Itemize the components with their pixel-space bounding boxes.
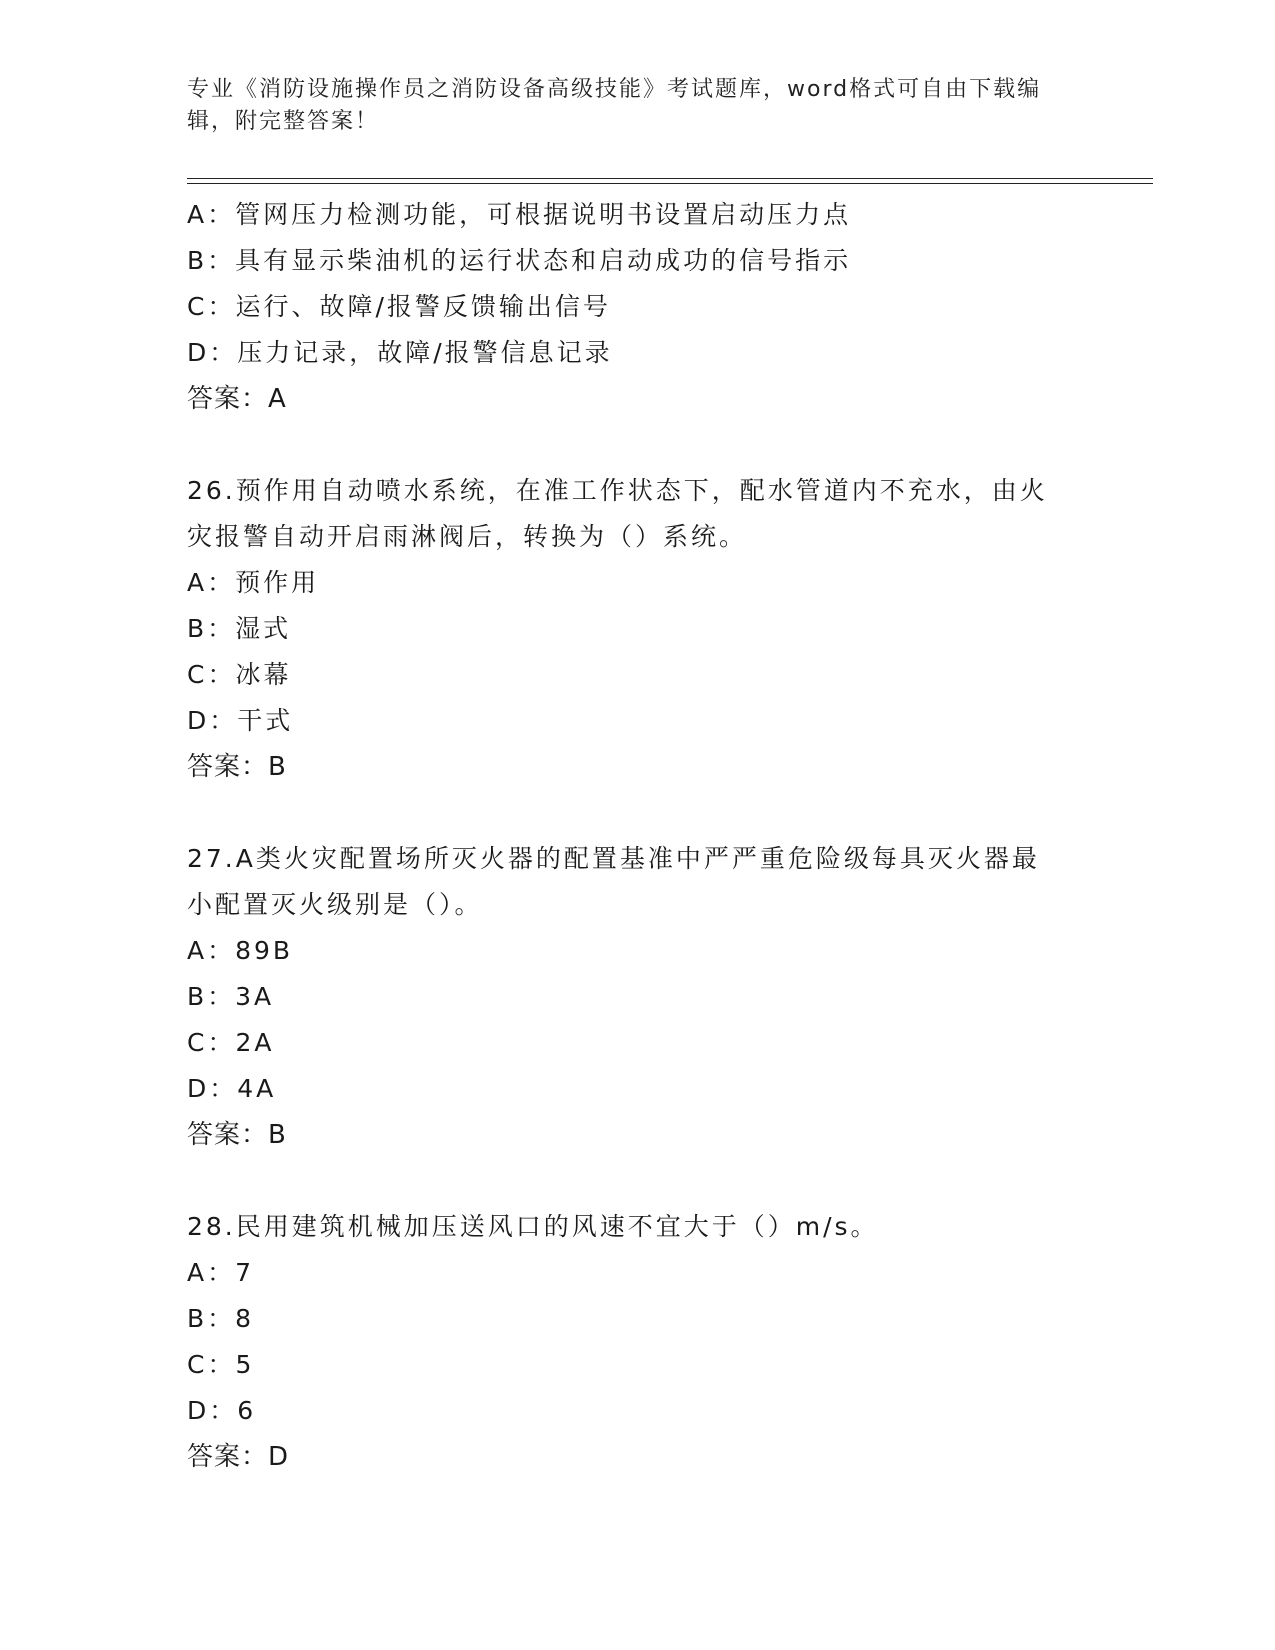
question-stem: 27.A类火灾配置场所灭火器的配置基准中严严重危险级每具灭火器最小配置灭火级别是（）。 bbox=[187, 844, 1040, 919]
option-a: A：预作用 bbox=[187, 568, 320, 597]
question-block-28 bbox=[187, 1204, 1087, 1480]
option-c: C：运行、故障/报警反馈输出信号 bbox=[187, 292, 611, 321]
question-stem: 28.民用建筑机械加压送风口的风速不宜大于（）m/s。 bbox=[187, 1212, 879, 1241]
answer-line: 答案：A bbox=[187, 384, 287, 414]
option-c: C：5 bbox=[187, 1350, 255, 1379]
option-a: A：7 bbox=[187, 1258, 255, 1287]
option-d: D：6 bbox=[187, 1396, 257, 1425]
header-rule-top bbox=[187, 178, 1153, 179]
answer-line: 答案：B bbox=[187, 752, 287, 782]
option-c: C：冰幕 bbox=[187, 660, 292, 689]
header-rule-bottom bbox=[187, 183, 1153, 184]
question-block-27 bbox=[187, 836, 1087, 1158]
question-list bbox=[187, 192, 1087, 1480]
option-d: D：4A bbox=[187, 1074, 277, 1103]
option-d: D：干式 bbox=[187, 706, 294, 735]
option-c: C：2A bbox=[187, 1028, 275, 1057]
option-b: B：湿式 bbox=[187, 614, 292, 643]
option-b: B：3A bbox=[187, 982, 275, 1011]
option-a: A：89B bbox=[187, 936, 294, 965]
answer-line: 答案：B bbox=[187, 1120, 287, 1150]
question-stem: 26.预作用自动喷水系统，在准工作状态下，配水管道内不充水，由火灾报警自动开启雨淋阀后，转换为（）系统。 bbox=[187, 476, 1048, 551]
question-block-25 bbox=[187, 192, 1087, 422]
option-a: A：管网压力检测功能，可根据说明书设置启动压力点 bbox=[187, 200, 852, 229]
option-b: B：具有显示柴油机的运行状态和启动成功的信号指示 bbox=[187, 246, 852, 275]
answer-line: 答案：D bbox=[187, 1442, 290, 1472]
document-header: 专业《消防设施操作员之消防设备高级技能》考试题库，word格式可自由下载编辑，附完整答案！ bbox=[187, 77, 1042, 134]
option-d: D：压力记录，故障/报警信息记录 bbox=[187, 338, 613, 367]
option-b: B：8 bbox=[187, 1304, 255, 1333]
question-block-26 bbox=[187, 468, 1087, 790]
